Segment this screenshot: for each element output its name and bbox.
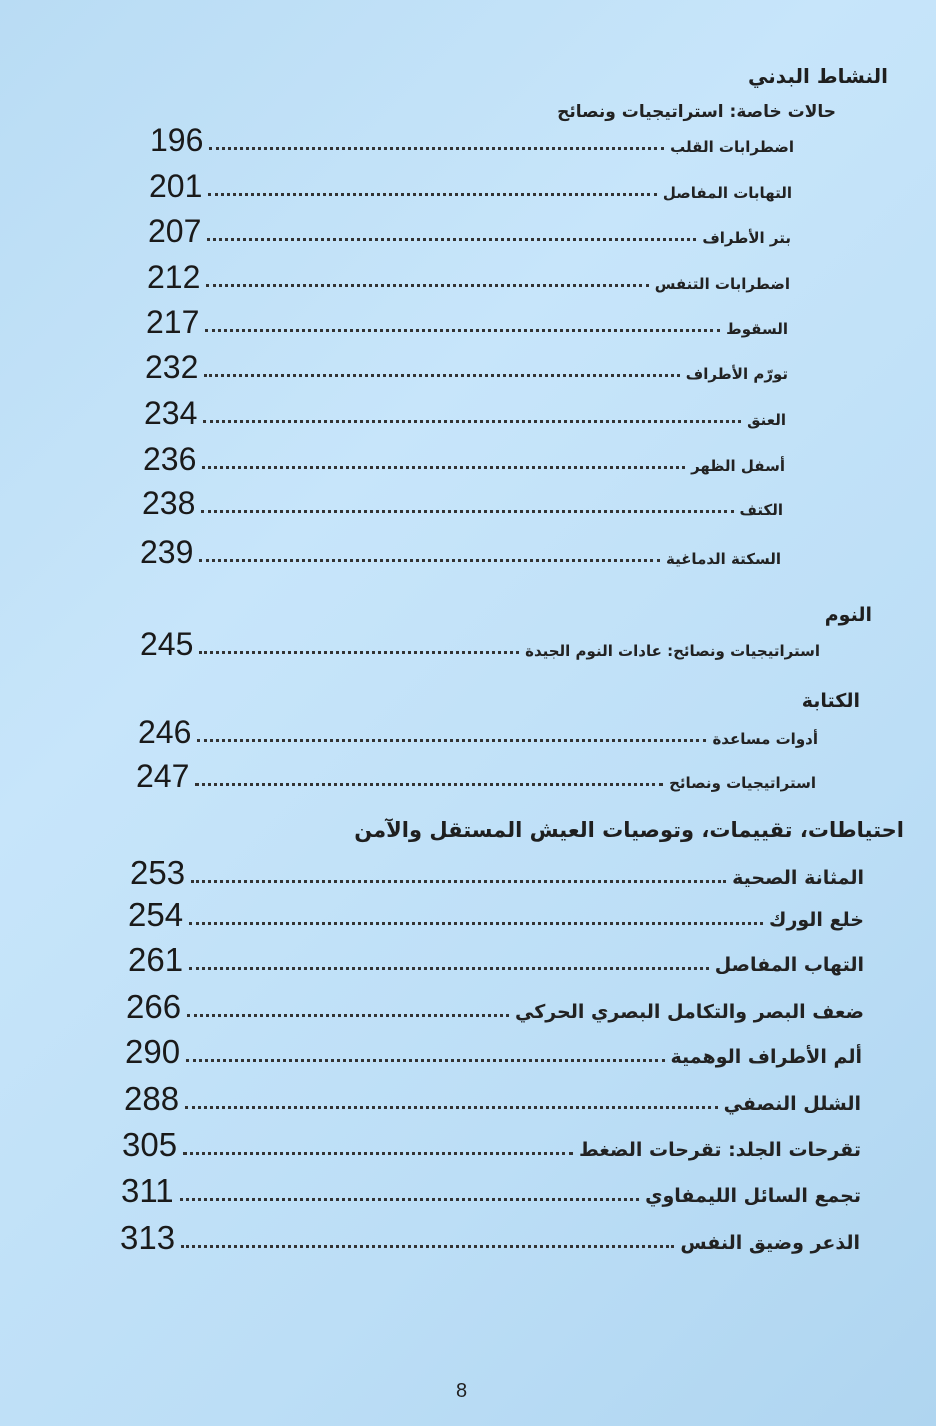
toc-entry-label: ضعف البصر والتكامل البصري الحركي (514, 1001, 864, 1023)
toc-entry-page: 247 (136, 758, 190, 794)
toc-entry-page: 288 (124, 1080, 180, 1117)
toc-entry[interactable] (144, 397, 786, 429)
leader-dots (208, 193, 656, 196)
toc-entry-page: 261 (128, 941, 184, 978)
toc-entry[interactable] (138, 716, 818, 748)
toc-entry-page: 196 (150, 122, 204, 158)
toc-entry-page: 305 (122, 1126, 178, 1163)
leader-dots (205, 329, 720, 332)
toc-entry-page: 290 (125, 1033, 181, 1070)
toc-entry-label: التهابات المفاصل (662, 184, 792, 202)
toc-entry[interactable] (140, 536, 781, 568)
leader-dots (199, 651, 519, 654)
leader-dots (180, 1198, 639, 1201)
toc-entry-label: المثانة الصحية (732, 867, 864, 889)
toc-entry-label: الذعر وضيق النفس (680, 1232, 860, 1254)
toc-entry-page: 245 (140, 626, 194, 662)
toc-entry[interactable] (146, 306, 788, 338)
toc-entry[interactable] (143, 443, 785, 475)
section-title-independent-living: احتياطات، تقييمات، وتوصيات العيش المستقل والآمن (354, 818, 904, 842)
leader-dots (201, 510, 733, 513)
toc-entry-label: السقوط (726, 320, 788, 338)
toc-entry-label: العنق (747, 411, 786, 429)
toc-entry-label: استراتيجيات ونصائح (669, 774, 816, 792)
toc-entry-page: 254 (128, 896, 184, 933)
toc-entry[interactable] (125, 1035, 862, 1068)
toc-entry[interactable] (128, 943, 864, 976)
leader-dots (189, 922, 763, 925)
toc-entry-label: ألم الأطراف الوهمية (670, 1046, 862, 1068)
leader-dots (207, 238, 696, 241)
toc-entry-page: 207 (148, 213, 202, 249)
toc-entry-label: تجمع السائل الليمفاوي (645, 1185, 861, 1207)
leader-dots (203, 420, 741, 423)
toc-entry[interactable] (120, 1221, 860, 1254)
toc-entry[interactable] (124, 1082, 861, 1115)
leader-dots (195, 783, 663, 786)
toc-entry-label: استراتيجيات ونصائح: عادات النوم الجيدة (525, 642, 820, 660)
toc-entry-page: 253 (130, 854, 186, 891)
toc-entry-label: أسفل الظهر (691, 457, 785, 475)
toc-entry[interactable] (126, 990, 864, 1023)
toc-entry-page: 246 (138, 714, 192, 750)
toc-entry-page: 201 (149, 168, 203, 204)
leader-dots (202, 466, 685, 469)
toc-entry-label: الشلل النصفي (723, 1093, 861, 1115)
toc-entry-page: 266 (126, 988, 182, 1025)
section-title-sleep: النوم (824, 604, 872, 626)
toc-entry-label: خلع الورك (769, 909, 864, 931)
toc-entry[interactable] (149, 170, 792, 202)
toc-entry-label: تورّم الأطراف (685, 365, 788, 383)
toc-entry-label: أدوات مساعدة (712, 730, 818, 748)
toc-entry[interactable] (140, 628, 820, 660)
toc-entry-label: اضطرابات القلب (670, 138, 794, 156)
leader-dots (186, 1059, 664, 1062)
leader-dots (204, 374, 679, 377)
toc-entry[interactable] (142, 487, 783, 519)
toc-entry[interactable] (150, 124, 794, 156)
toc-entry-page: 236 (143, 441, 197, 477)
page-number: 8 (456, 1380, 468, 1402)
section-title-physical-activity: النشاط البدني (748, 64, 888, 88)
leader-dots (199, 559, 660, 562)
toc-entry[interactable] (128, 898, 864, 931)
toc-entry[interactable] (148, 215, 791, 247)
leader-dots (183, 1152, 573, 1155)
toc-entry[interactable] (147, 261, 790, 293)
leader-dots (187, 1014, 509, 1017)
toc-entry-page: 238 (142, 485, 196, 521)
toc-entry-label: التهاب المفاصل (714, 954, 864, 976)
leader-dots (185, 1106, 718, 1109)
toc-entry-page: 234 (144, 395, 198, 431)
toc-entry-label: الكتف (739, 501, 783, 519)
toc-entry[interactable] (145, 351, 788, 383)
section-subtitle-special-cases: حالات خاصة: استراتيجيات ونصائح (557, 102, 836, 122)
toc-entry-label: بتر الأطراف (702, 229, 791, 247)
toc-entry-label: السكتة الدماغية (665, 550, 781, 568)
toc-entry-page: 212 (147, 259, 201, 295)
leader-dots (206, 284, 648, 287)
toc-entry-page: 313 (120, 1219, 176, 1256)
leader-dots (197, 739, 706, 742)
toc-entry[interactable] (121, 1174, 861, 1207)
toc-entry-page: 217 (146, 304, 200, 340)
leader-dots (209, 147, 664, 150)
toc-entry-label: تقرحات الجلد: تقرحات الضغط (578, 1139, 861, 1161)
toc-entry[interactable] (130, 856, 864, 889)
toc-entry-page: 232 (145, 349, 199, 385)
section-title-writing: الكتابة (801, 690, 860, 712)
leader-dots (181, 1245, 674, 1248)
toc-entry-label: اضطرابات التنفس (654, 275, 790, 293)
leader-dots (189, 967, 709, 970)
toc-entry-page: 239 (140, 534, 194, 570)
leader-dots (191, 880, 726, 883)
toc-entry[interactable] (136, 760, 816, 792)
toc-entry-page: 311 (121, 1172, 174, 1209)
toc-entry[interactable] (122, 1128, 861, 1161)
